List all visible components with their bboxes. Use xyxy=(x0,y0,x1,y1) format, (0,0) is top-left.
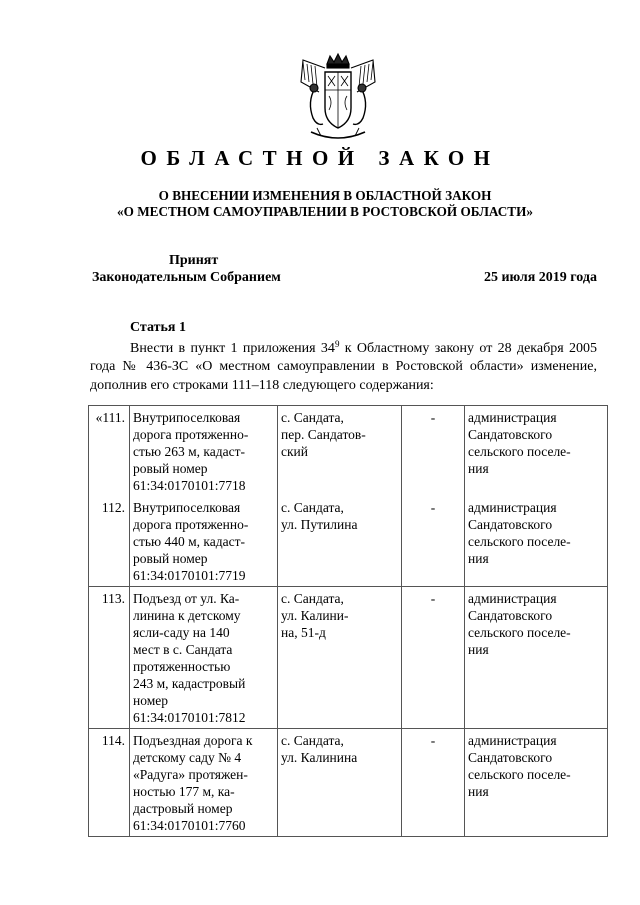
administration-cell-line: ния xyxy=(468,551,489,566)
address-cell-line: пер. Сандатов- xyxy=(281,427,366,442)
road-description-cell-line: стью 263 м, кадаст- xyxy=(133,444,246,459)
administration-cell xyxy=(465,496,608,587)
road-description-cell-line: номер xyxy=(133,693,169,708)
road-description-cell-line: мест в с. Сандата xyxy=(133,642,233,657)
road-description-cell-line: 61:34:0170101:7812 xyxy=(133,710,246,725)
adoption-date: 25 июля 2019 года xyxy=(483,270,597,285)
table-row xyxy=(89,729,608,837)
administration-cell-line: ния xyxy=(468,784,489,799)
dash-cell: - xyxy=(402,406,465,497)
address-cell xyxy=(278,406,402,497)
road-description-cell-line: дорога протяженно- xyxy=(133,517,249,532)
administration-cell-line: Сандатовского xyxy=(468,517,553,532)
road-description-cell-line: ясли-саду на 140 xyxy=(133,625,230,640)
road-description-cell xyxy=(130,496,278,587)
road-description-cell-line: дорога протяженно- xyxy=(133,427,249,442)
administration-cell-line: Сандатовского xyxy=(468,608,553,623)
adoption-block xyxy=(92,252,281,286)
paragraph-text-end: к Областному закону от 28 декабря 2005 года № 436-ЗС «О местном самоуправлении в Ростовской области» изменение, дополнив его строками 111–118 следующего содержания: xyxy=(90,341,597,393)
road-description-cell-line: стью 440 м, кадаст- xyxy=(133,534,246,549)
address-cell-line: ул. Калинина xyxy=(281,750,358,765)
row-number-cell: 113. xyxy=(89,587,130,729)
administration-cell xyxy=(465,587,608,729)
road-description-cell-line: протяженностью xyxy=(133,659,231,674)
adopting-body: Законодательным Собранием xyxy=(92,270,281,285)
article-paragraph xyxy=(90,340,597,395)
dash-cell: - xyxy=(402,729,465,837)
road-description-cell-line: 61:34:0170101:7718 xyxy=(133,478,246,493)
administration-cell xyxy=(465,729,608,837)
road-description-cell-line: Внутрипоселковая xyxy=(133,500,241,515)
road-description-cell xyxy=(130,587,278,729)
article-heading: Статья 1 xyxy=(130,320,186,335)
administration-cell-line: администрация xyxy=(468,733,557,748)
road-description-cell-line: 61:34:0170101:7719 xyxy=(133,568,246,583)
administration-cell-line: Сандатовского xyxy=(468,427,553,442)
address-cell-line: ул. Путилина xyxy=(281,517,358,532)
road-description-cell-line: 61:34:0170101:7760 xyxy=(133,818,246,833)
address-cell-line: с. Сандата, xyxy=(281,733,344,748)
road-description-cell-line: ровый номер xyxy=(133,461,208,476)
road-description-cell-line: ровый номер xyxy=(133,551,208,566)
address-cell-line: с. Сандата, xyxy=(281,591,344,606)
road-description-cell-line: «Радуга» протяжен- xyxy=(133,767,248,782)
row-number-cell: 112. xyxy=(89,496,130,587)
address-cell xyxy=(278,729,402,837)
row-number-cell: «111. xyxy=(89,406,130,497)
adopted-label: Принят xyxy=(169,253,219,268)
address-cell-line: ул. Калини- xyxy=(281,608,349,623)
road-description-cell xyxy=(130,406,278,497)
administration-cell-line: сельского поселе- xyxy=(468,534,571,549)
document-subtitle xyxy=(60,188,590,220)
table-row xyxy=(89,406,608,497)
address-cell xyxy=(278,496,402,587)
administration-cell-line: сельского поселе- xyxy=(468,767,571,782)
administration-cell xyxy=(465,406,608,497)
road-description-cell xyxy=(130,729,278,837)
address-cell xyxy=(278,587,402,729)
table-row xyxy=(89,496,608,587)
administration-cell-line: ния xyxy=(468,642,489,657)
address-cell-line: ский xyxy=(281,444,308,459)
administration-cell-line: администрация xyxy=(468,591,557,606)
road-description-cell-line: линина к детскому xyxy=(133,608,241,623)
road-description-cell-line: дастровый номер xyxy=(133,801,233,816)
coat-of-arms-emblem xyxy=(297,52,379,144)
road-description-cell-line: детскому саду № 4 xyxy=(133,750,242,765)
road-description-cell-line: Подъездная дорога к xyxy=(133,733,253,748)
administration-cell-line: администрация xyxy=(468,500,557,515)
administration-cell-line: сельского поселе- xyxy=(468,444,571,459)
address-cell-line: с. Сандата, xyxy=(281,410,344,425)
address-cell-line: на, 51-д xyxy=(281,625,326,640)
road-description-cell-line: Подъезд от ул. Ка- xyxy=(133,591,240,606)
address-cell-line: с. Сандата, xyxy=(281,500,344,515)
subtitle-line-2: «О МЕСТНОМ САМОУПРАВЛЕНИИ В РОСТОВСКОЙ ОБЛАСТИ» xyxy=(117,204,533,219)
road-description-cell-line: ностью 177 м, ка- xyxy=(133,784,235,799)
roads-table xyxy=(88,405,608,837)
dash-cell: - xyxy=(402,587,465,729)
administration-cell-line: сельского поселе- xyxy=(468,625,571,640)
administration-cell-line: ния xyxy=(468,461,489,476)
dash-cell: - xyxy=(402,496,465,587)
paragraph-text-start: Внести в пункт 1 приложения 34 xyxy=(130,341,335,356)
row-number-cell: 114. xyxy=(89,729,130,837)
administration-cell-line: Сандатовского xyxy=(468,750,553,765)
subtitle-line-1: О ВНЕСЕНИИ ИЗМЕНЕНИЯ В ОБЛАСТНОЙ ЗАКОН xyxy=(158,188,492,203)
road-description-cell-line: 243 м, кадастровый xyxy=(133,676,246,691)
table-row xyxy=(89,587,608,729)
document-title: ОБЛАСТНОЙ ЗАКОН xyxy=(140,146,500,170)
administration-cell-line: администрация xyxy=(468,410,557,425)
paragraph-superscript: 9 xyxy=(334,339,340,349)
road-description-cell-line: Внутрипоселковая xyxy=(133,410,241,425)
